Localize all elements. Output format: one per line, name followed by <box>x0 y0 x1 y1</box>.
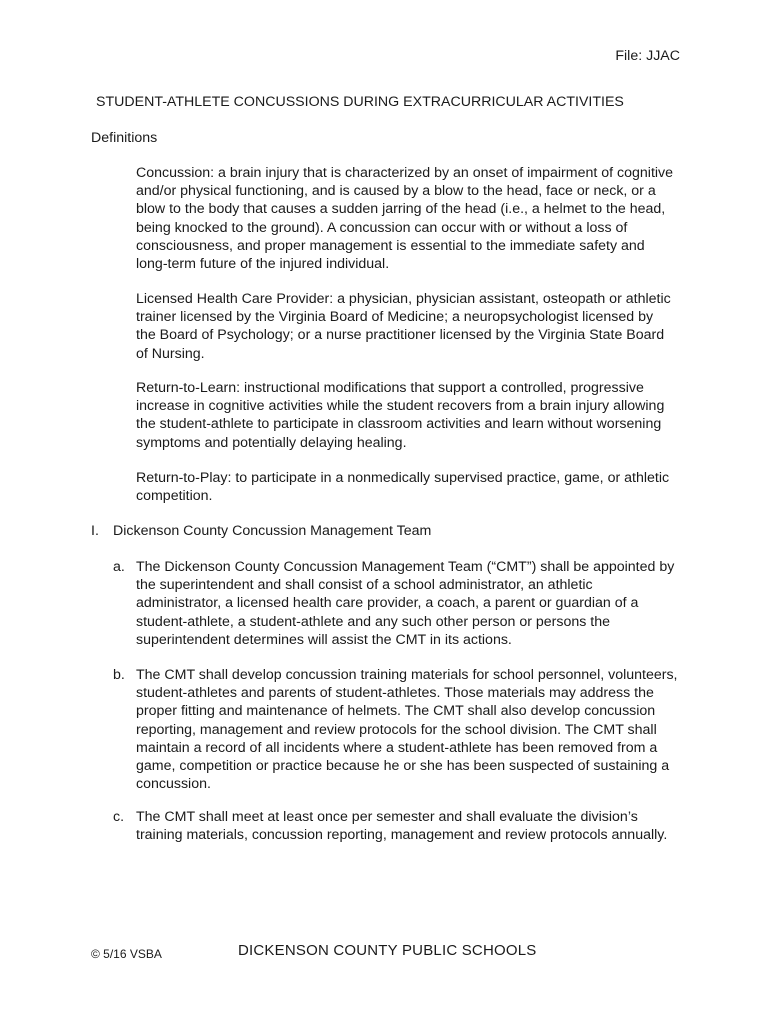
definition-licensed-health-care-provider: Licensed Health Care Provider: a physician, physician assistant, osteopath or athletic trainer licensed by the Virginia Board of Medicine; a neuropsychologist licensed by the Board of Psychology; or a nurse practitioner licensed by the Virginia State Board of Nursing. <box>136 291 671 362</box>
definition-concussion: Concussion: a brain injury that is characterized by an onset of impairment of cognitive and/or physical functioning, and is caused by a blow to the head, face or neck, or a blow to the body that causes a sudden jarring of the head (i.e., a helmet to the head, being knocked to the ground). A concussion can occur with or without a loss of consciousness, and proper management is essential to the immediate safety and long-term future of the injured individual. <box>136 165 674 273</box>
definition-return-to-play: Return-to-Play: to participate in a nonmedically supervised practice, game, or athletic competition. <box>136 470 670 505</box>
list-item-text: The CMT shall develop concussion training materials for school personnel, volunteers, student-athletes and parents of student-athletes. Those materials may address the proper fitting and maintenance of helmets. The CMT shall also develop concussion reporting, management and review protocols for the school division. The CMT shall maintain a record of all incidents where a student-athlete has been removed from a game, competition or practice because he or she has been suspected of sustaining a concussion. <box>136 667 678 793</box>
footer-district-name: DICKENSON COUNTY PUBLIC SCHOOLS <box>238 942 537 959</box>
list-item-letter: c. <box>113 809 125 825</box>
footer-copyright: © 5/16 VSBA <box>91 947 162 961</box>
section-heading <box>91 522 431 540</box>
definitions-heading: Definitions <box>91 130 158 146</box>
list-item-text: The CMT shall meet at least once per semester and shall evaluate the division’s training materials, concussion reporting, management and review protocols annually. <box>136 809 668 844</box>
section-number: I. <box>91 523 99 539</box>
list-item-letter: b. <box>113 667 125 683</box>
list-item <box>113 808 679 844</box>
list-item <box>113 558 679 649</box>
definition-return-to-learn: Return-to-Learn: instructional modifications that support a controlled, progressive increase in cognitive activities while the student recovers from a brain injury allowing the student-athlete to participate in classroom activities and learn without worsening symptoms and potentially delaying healing. <box>136 380 665 451</box>
list-item-text: The Dickenson County Concussion Management Team (“CMT”) shall be appointed by the superintendent and shall consist of a school administrator, an athletic administrator, a licensed health care provider, a coach, a parent or guardian of a student-athlete, a student-athlete and any such other person or persons the superintendent determines will assist the CMT in its actions. <box>136 559 675 648</box>
file-code: File: JJAC <box>615 48 680 64</box>
document-title: STUDENT-ATHLETE CONCUSSIONS DURING EXTRACURRICULAR ACTIVITIES <box>96 94 624 110</box>
section-title: Dickenson County Concussion Management Team <box>113 523 432 539</box>
list-item <box>113 666 679 793</box>
list-item-letter: a. <box>113 559 125 575</box>
